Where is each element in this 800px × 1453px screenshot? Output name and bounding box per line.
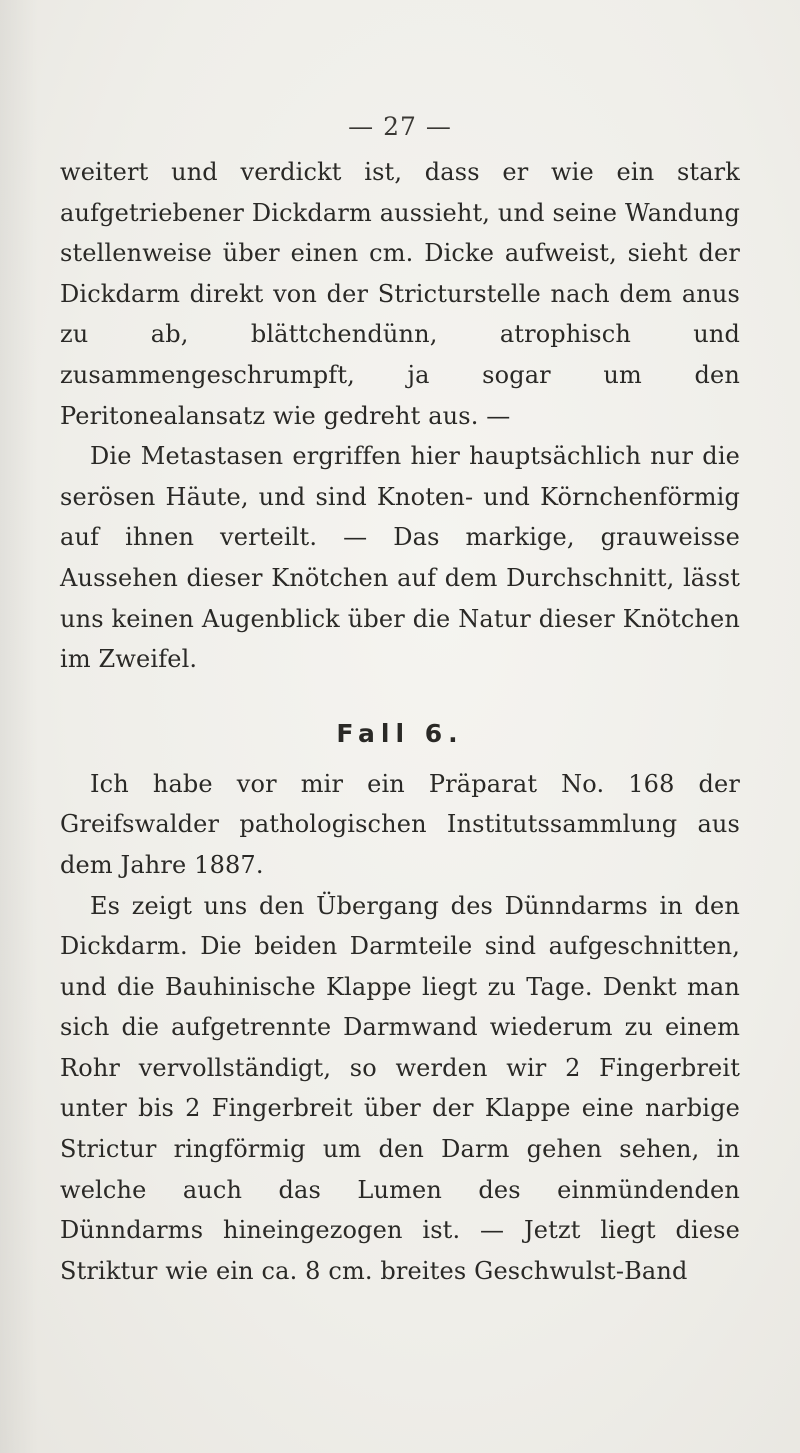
section-heading: Fall 6.	[336, 718, 464, 748]
paragraph-2: Die Metastasen ergriffen hier hauptsächlich nur die serösen Häute, und sind Knoten- und Körnchenförmig auf ihnen verteilt. — Das markige, grauweisse Aussehen dieser Knötchen auf dem Durchschnitt, lässt uns keinen Augenblick über die Natur dieser Knötchen im Zweifel.	[60, 442, 740, 674]
paragraph-4: Es zeigt uns den Übergang des Dünndarms in den Dickdarm. Die beiden Darmteile sind aufgeschnitten, und die Bauhinische Klappe liegt zu Tage. Denkt man sich die aufgetrennte Darmwand wiederum zu einem Rohr vervollständigt, so werden wir 2 Fingerbreit unter bis 2 Fingerbreit über der Klappe eine narbige Strictur ringförmig um den Darm gehen sehen, in welche auch das Lumen des einmündenden Dünndarms hineingezogen ist. — Jetzt liegt diese Striktur wie ein ca. 8 cm. breites Geschwulst-Band	[60, 891, 740, 1285]
page-number-header: — 27 —	[348, 112, 452, 141]
paragraph-1: weitert und verdickt ist, dass er wie ein stark aufgetriebener Dickdarm aussieht, und seine Wandung stellenweise über einen cm. Dicke aufweist, sieht der Dickdarm direkt von der Stricturstelle nach dem anus zu ab, blättchendünn, atrophisch und zusammengeschrumpft, ja sogar um den Peritonealansatz wie gedreht aus. —	[60, 158, 740, 430]
paragraph-3: Ich habe vor mir ein Präparat No. 168 der Greifswalder pathologischen Institutssammlung aus dem Jahre 1887.	[60, 769, 740, 879]
body-text	[60, 152, 740, 1291]
